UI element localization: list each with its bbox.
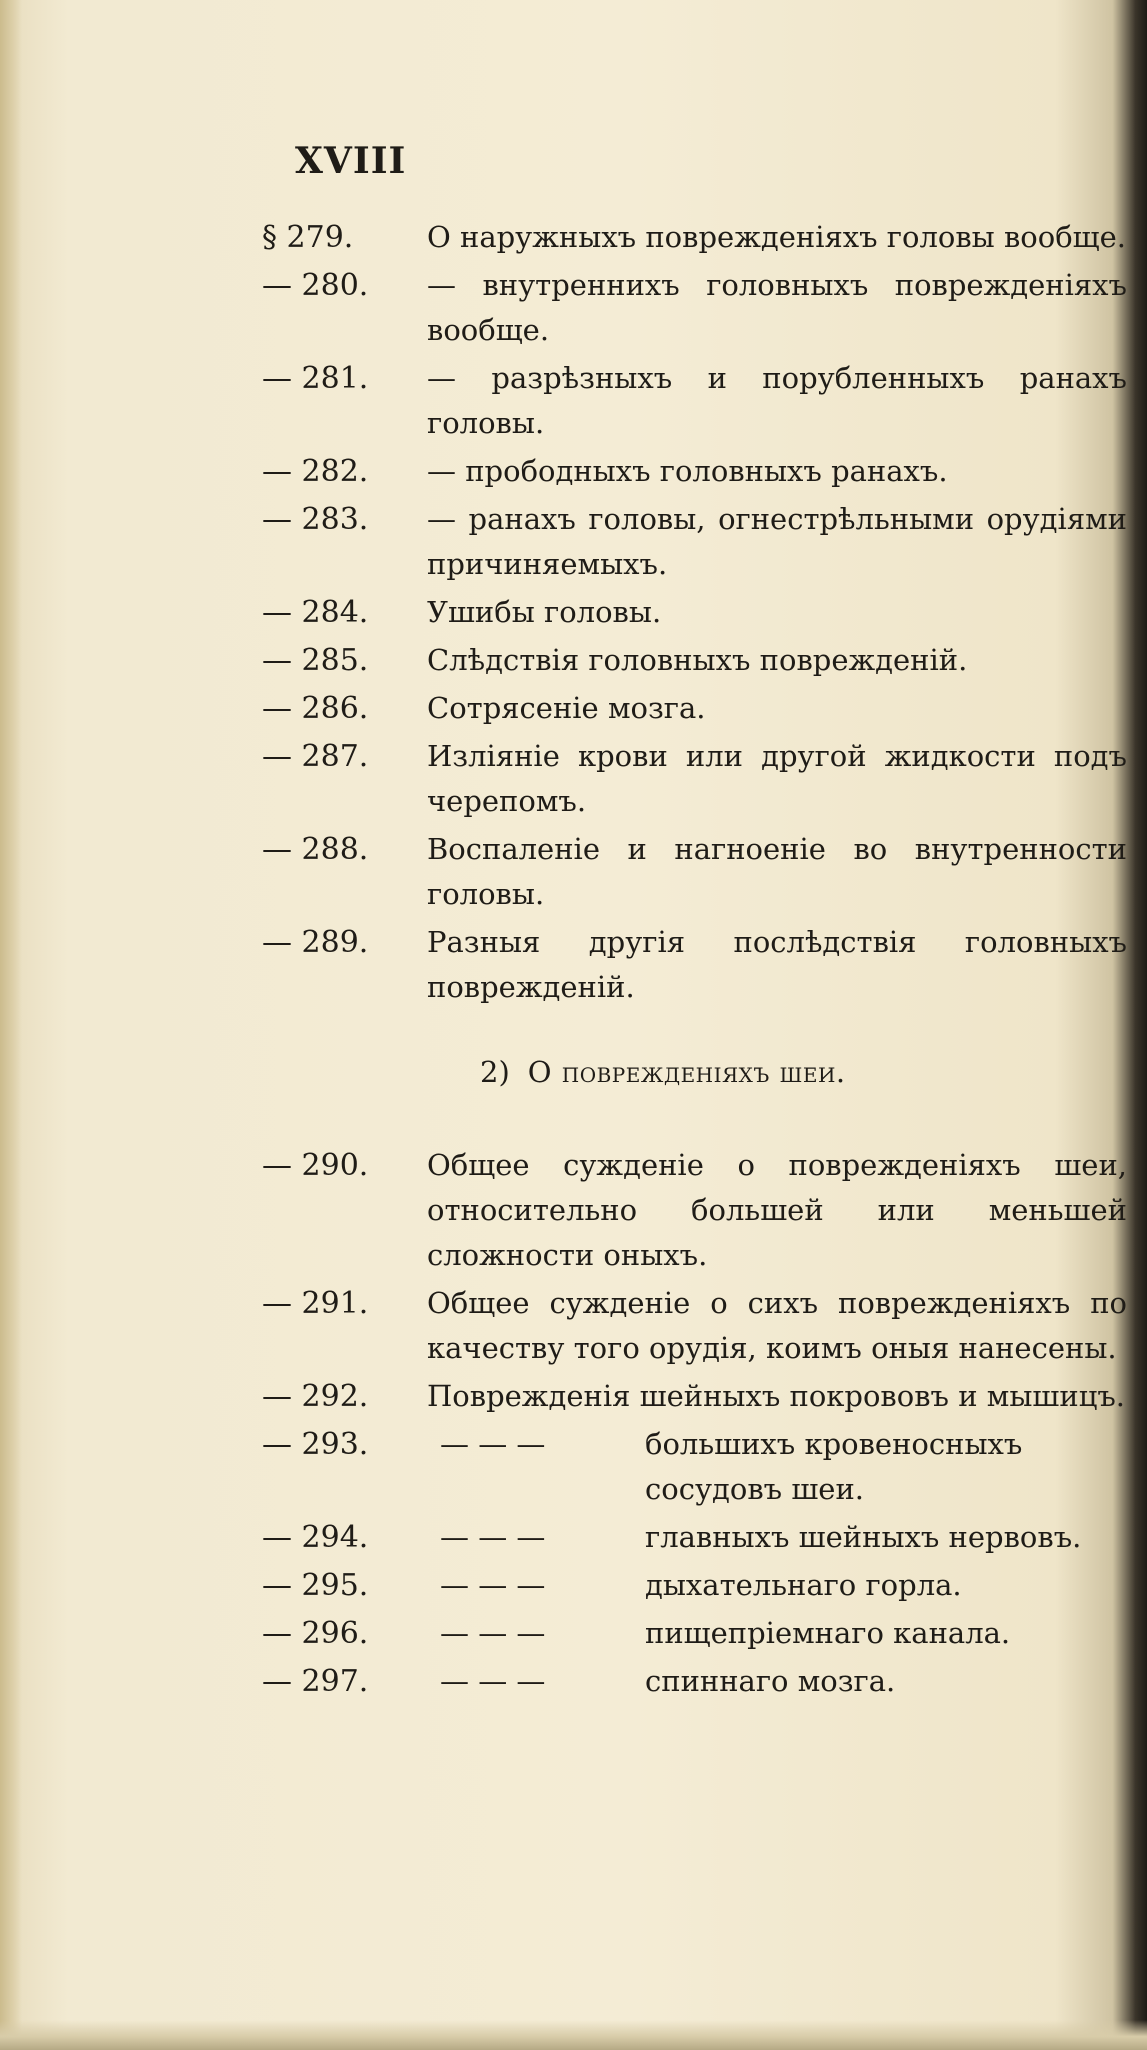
toc-subentries [0,1422,1147,1704]
toc-subentry [0,1422,1147,1512]
toc-entry [0,263,1147,353]
page-number-header: XVIII [295,140,407,182]
section-title: О поврежденіяхъ шеи. [527,1055,846,1089]
ditto-dashes: — — — [440,1520,546,1554]
toc-entry [0,590,1147,635]
entry-number: — 286. [262,691,369,726]
entry-number: — 283. [262,502,369,537]
toc-section-neck-injuries [0,1143,1147,1419]
toc-subentry [0,1563,1147,1608]
toc-entry [0,356,1147,446]
entry-title: Изліяніе крови или другой жидкости подъ черепомъ. [427,739,1127,818]
entry-title: Общее сужденіе о поврежденіяхъ шеи, относительно большей или меньшей сложности оныхъ. [427,1148,1127,1272]
entry-title: большихъ кровеносныхъ сосудовъ шеи. [645,1427,1023,1506]
toc-subentry [0,1515,1147,1560]
ditto-dashes: — — — [440,1568,546,1602]
table-of-contents [0,215,1147,1707]
toc-entry [0,215,1147,260]
entry-number: — 288. [262,832,369,867]
entry-title: Ушибы головы. [427,595,662,629]
toc-entry [0,734,1147,824]
entry-number: — 290. [262,1148,369,1183]
page-bottom-edge [0,2020,1147,2050]
entry-title: — внутреннихъ головныхъ поврежденіяхъ вообще. [427,268,1127,347]
entry-number: — 294. [262,1520,369,1555]
section-number: 2) [480,1055,510,1089]
entry-number: — 291. [262,1286,369,1321]
entry-title: пищепріемнаго канала. [645,1616,1011,1650]
entry-title: Разныя другія послѣдствія головныхъ поврежденій. [427,925,1127,1004]
toc-entry [0,827,1147,917]
entry-number: — 296. [262,1616,369,1651]
entry-title: спиннаго мозга. [645,1664,896,1698]
toc-entry [0,449,1147,494]
entry-title: Общее сужденіе о сихъ поврежденіяхъ по качеству того орудія, коимъ оныя нанесены. [427,1286,1127,1365]
entry-number: — 280. [262,268,369,303]
toc-entry [0,920,1147,1010]
toc-entry [0,497,1147,587]
entry-number: — 289. [262,925,369,960]
entry-number: — 287. [262,739,369,774]
toc-entry [0,1281,1147,1371]
entry-title: О наружныхъ поврежденіяхъ головы вообще. [427,220,1127,254]
toc-subentry [0,1659,1147,1704]
entry-number: — 282. [262,454,369,489]
toc-subentry [0,1611,1147,1656]
entry-number: — 292. [262,1379,369,1414]
toc-entry [0,1374,1147,1419]
entry-number: — 295. [262,1568,369,1603]
entry-number: § 279. [262,220,354,255]
entry-number: — 285. [262,643,369,678]
toc-entry [0,638,1147,683]
toc-section-head-injuries [0,215,1147,1010]
entry-title: Слѣдствія головныхъ поврежденій. [427,643,968,677]
entry-title: — разрѣзныхъ и порубленныхъ ранахъ головы. [427,361,1127,440]
entry-number: — 284. [262,595,369,630]
toc-entry [0,1143,1147,1278]
ditto-dashes: — — — [440,1616,546,1650]
section-heading [480,1050,1147,1095]
entry-number: — 281. [262,361,369,396]
toc-entry [0,686,1147,731]
entry-title: дыхательнаго горла. [645,1568,962,1602]
entry-title: — ранахъ головы, огнестрѣльными орудіями причиняемыхъ. [427,502,1127,581]
ditto-dashes: — — — [440,1427,546,1461]
ditto-dashes: — — — [440,1664,546,1698]
entry-number: — 297. [262,1664,369,1699]
entry-title: — прободныхъ головныхъ ранахъ. [427,454,948,488]
entry-number: — 293. [262,1427,369,1462]
entry-title: Сотрясеніе мозга. [427,691,706,725]
entry-title: Поврежденія шейныхъ покрововъ и мышицъ. [427,1379,1126,1413]
entry-title: главныхъ шейныхъ нервовъ. [645,1520,1082,1554]
entry-title: Воспаленіе и нагноеніе во внутренности головы. [427,832,1127,911]
